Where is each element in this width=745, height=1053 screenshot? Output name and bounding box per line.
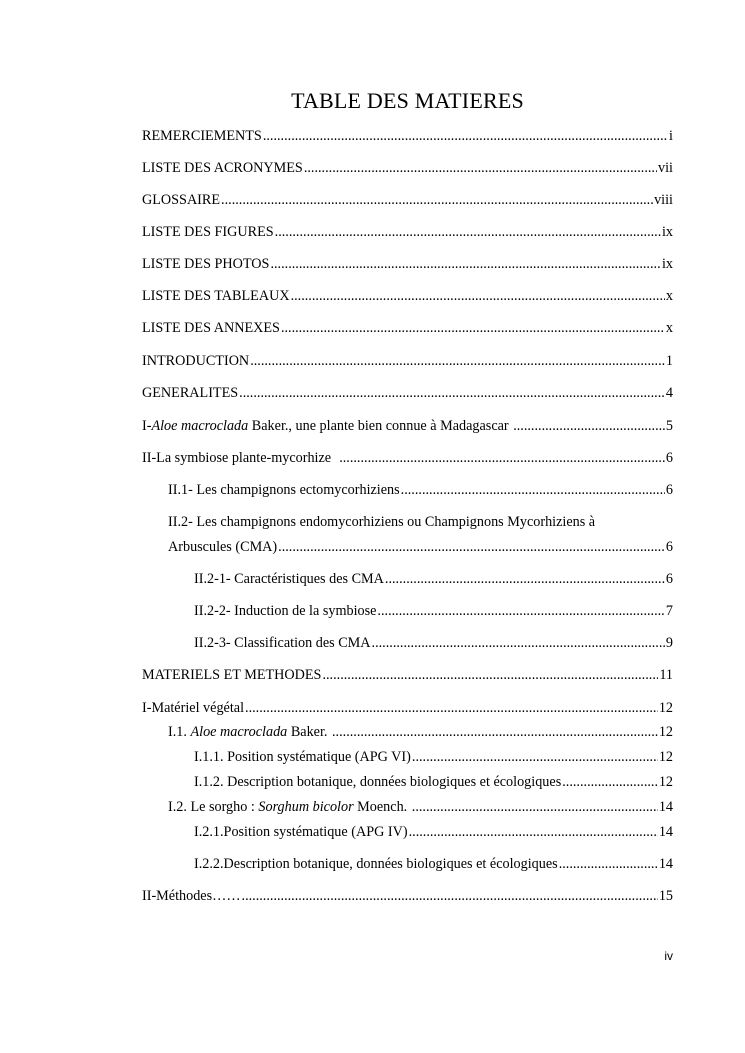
toc-label: MATERIELS ET METHODES [142, 667, 322, 683]
toc-entry[interactable] [142, 320, 673, 337]
toc-entry[interactable] [194, 571, 673, 588]
toc-page: 14 [658, 824, 673, 840]
page-title: TABLE DES MATIERES [291, 88, 524, 113]
toc-entry[interactable] [194, 603, 673, 620]
toc-page: 6 [665, 571, 673, 587]
toc-label: REMERCIEMENTS [142, 128, 262, 144]
toc-label: II.1- Les champignons ectomycorhiziens [168, 482, 400, 498]
toc-label: I.1.2. Description botanique, données biologiques et écologiques [194, 774, 562, 790]
toc-page: 1 [665, 353, 673, 369]
toc-page: ix [661, 224, 673, 240]
toc-entry[interactable] [194, 749, 673, 766]
toc-entry[interactable] [194, 774, 673, 791]
leader-dots [242, 888, 658, 905]
toc-entry[interactable] [142, 192, 673, 209]
toc-page: 5 [665, 418, 673, 434]
toc-page: 7 [665, 603, 673, 619]
toc-label-prefix: I- [142, 418, 152, 434]
toc-label: II-Méthodes…… [142, 888, 241, 904]
toc-entry[interactable] [194, 635, 673, 652]
toc-label: II.2-1- Caractéristiques des CMA [194, 571, 384, 587]
toc-entry[interactable] [194, 824, 673, 841]
toc-page: viii [654, 192, 673, 208]
toc-label: LISTE DES FIGURES [142, 224, 274, 240]
leader-dots [304, 160, 657, 177]
toc-entry[interactable] [168, 724, 673, 741]
toc-entry[interactable] [142, 450, 673, 467]
leader-dots [339, 450, 665, 467]
toc-label-prefix: I.2. Le sorgho : [168, 799, 259, 815]
toc-label-prefix: I.1. [168, 724, 191, 740]
leader-dots [562, 774, 658, 791]
toc-page: 15 [658, 888, 673, 904]
toc-label: LISTE DES ANNEXES [142, 320, 280, 336]
toc-entry[interactable] [168, 539, 673, 556]
leader-dots [385, 571, 665, 588]
leader-dots [377, 603, 664, 620]
toc-label [168, 799, 411, 816]
toc-page: 6 [665, 482, 673, 498]
toc-entry[interactable] [142, 353, 673, 370]
toc-label: I.2.1.Position systématique (APG IV) [194, 824, 408, 840]
toc-label: GENERALITES [142, 385, 239, 401]
toc-entry[interactable] [168, 799, 673, 816]
leader-dots [281, 320, 665, 337]
toc-page: 12 [658, 724, 673, 740]
leader-dots [332, 724, 658, 741]
leader-dots [278, 539, 665, 556]
toc-entry[interactable] [142, 700, 673, 717]
toc-entry[interactable] [168, 482, 673, 499]
toc-label: INTRODUCTION [142, 353, 250, 369]
toc-entry[interactable] [142, 418, 673, 435]
toc-label: LISTE DES TABLEAUX [142, 288, 290, 304]
toc-page: x [665, 288, 673, 304]
leader-dots [559, 856, 658, 873]
toc-page: 11 [659, 667, 673, 683]
toc-label: GLOSSAIRE [142, 192, 221, 208]
toc-entry[interactable] [142, 160, 673, 177]
leader-dots [245, 700, 658, 717]
leader-dots [409, 824, 658, 841]
leader-dots [513, 418, 665, 435]
species-name: Aloe macroclada [190, 724, 288, 740]
toc-page: x [665, 320, 673, 336]
species-name: Aloe macroclada [151, 418, 249, 434]
toc-label: I.1.1. Position systématique (APG VI) [194, 749, 411, 765]
toc-entry[interactable] [194, 856, 673, 873]
toc-page: 6 [665, 450, 673, 466]
toc-page: ix [661, 256, 673, 272]
toc-label: LISTE DES PHOTOS [142, 256, 270, 272]
toc-entry[interactable] [142, 385, 673, 402]
leader-dots [263, 128, 668, 145]
leader-dots [239, 385, 665, 402]
toc-label [168, 724, 331, 741]
leader-dots [270, 256, 661, 273]
toc-page: i [669, 128, 673, 144]
toc-label: I-Matériel végétal [142, 700, 245, 716]
toc-entry[interactable] [142, 256, 673, 273]
species-name: Sorghum bicolor [258, 799, 354, 815]
toc-entry[interactable] [142, 224, 673, 241]
leader-dots [401, 482, 665, 499]
page-number: iv [664, 949, 673, 963]
toc-page: 9 [665, 635, 673, 651]
toc-label: I.2.2.Description botanique, données biologiques et écologiques [194, 856, 558, 872]
leader-dots [412, 799, 658, 816]
toc-label-suffix: Moench. [353, 799, 411, 815]
toc-label: II-La symbiose plante-mycorhize [142, 450, 339, 466]
toc-page: 14 [658, 856, 673, 872]
leader-dots [412, 749, 658, 766]
toc-label: Arbuscules (CMA) [168, 539, 278, 555]
toc-label-suffix: Baker., une plante bien connue à Madagascar [248, 418, 513, 434]
toc-label: LISTE DES ACRONYMES [142, 160, 303, 176]
leader-dots [275, 224, 661, 241]
toc-page: vii [658, 160, 673, 176]
toc-entry[interactable] [142, 288, 673, 305]
toc-entry[interactable] [142, 128, 673, 145]
toc-page: 12 [658, 774, 673, 790]
toc-label: II.2-2- Induction de la symbiose [194, 603, 377, 619]
toc-page: 12 [658, 749, 673, 765]
toc-entry-first-line[interactable]: II.2- Les champignons endomycorhiziens ou Champignons Mycorhiziens à [168, 514, 596, 530]
toc-page: 12 [658, 700, 673, 716]
toc-page: 14 [658, 799, 673, 815]
leader-dots [221, 192, 653, 209]
leader-dots [322, 667, 658, 684]
toc-label [142, 418, 512, 435]
leader-dots [291, 288, 665, 305]
toc-entry[interactable] [142, 667, 673, 684]
leader-dots [372, 635, 665, 652]
toc-label-suffix: Baker. [287, 724, 331, 740]
leader-dots [250, 353, 665, 370]
toc-page: 6 [665, 539, 673, 555]
toc-label: II.2-3- Classification des CMA [194, 635, 371, 651]
toc-entry[interactable] [142, 888, 673, 905]
toc-page: 4 [665, 385, 673, 401]
